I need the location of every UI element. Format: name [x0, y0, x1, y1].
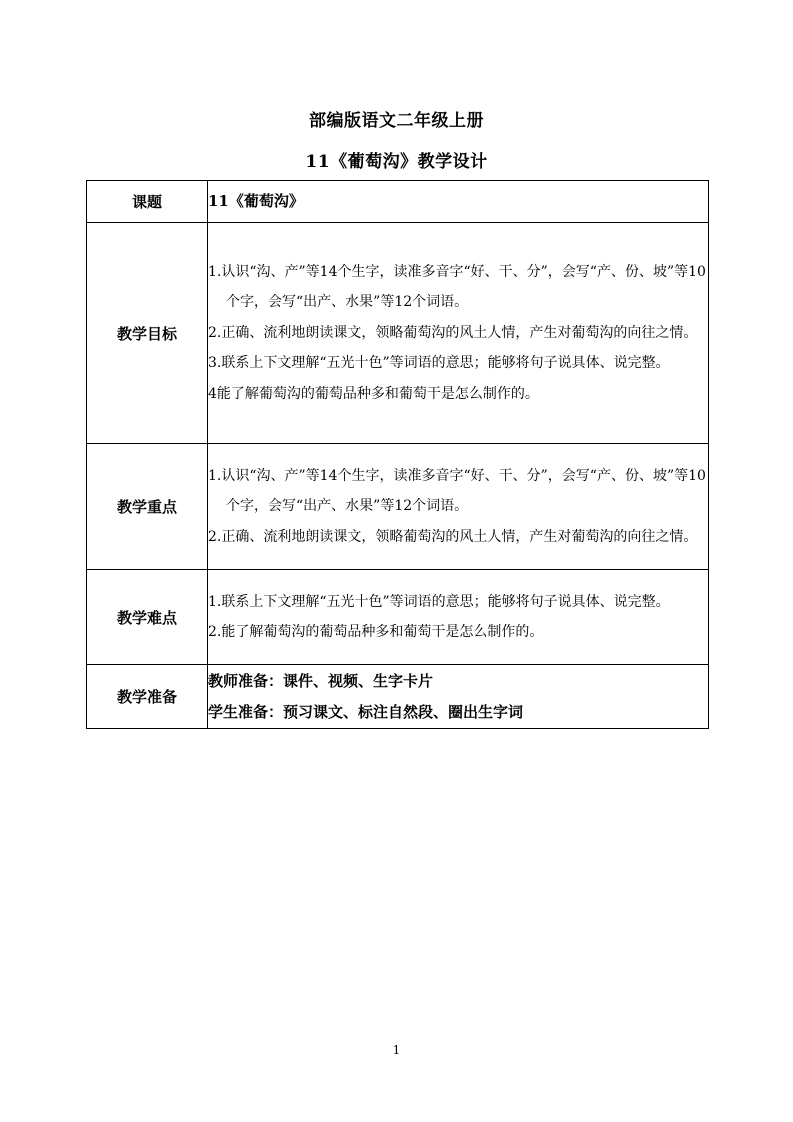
key-points-content	[208, 444, 709, 570]
goal-item-4: 4能了解葡萄沟的葡萄品种多和葡萄干是怎么制作的。	[208, 385, 539, 402]
document-title: 部编版语文二年级上册	[309, 111, 484, 131]
preparation-label: 教学准备	[87, 665, 208, 729]
goals-content	[208, 223, 709, 444]
table-row-topic	[87, 181, 709, 223]
goal-item-3: 3.联系上下文理解“五光十色”等词语的意思；能够将句子说具体、说完整。	[208, 355, 670, 372]
key-point-item-1: 1.认识“沟、产”等14个生字，读准多音字“好、干、分”，会写“产、份、坡”等10个字，会写“出产、水果”等12个词语。	[208, 467, 706, 515]
key-point-item-2: 2.正确、流利地朗读课文，领略葡萄沟的风土人情，产生对葡萄沟的向往之情。	[208, 528, 698, 545]
student-preparation: 学生准备：预习课文、标注自然段、圈出生字词	[208, 702, 524, 721]
goals-label: 教学目标	[87, 223, 208, 444]
table-row-preparation	[87, 665, 709, 729]
document-subtitle: 11《葡萄沟》教学设计	[305, 152, 488, 172]
difficulty-item-2: 2.能了解葡萄沟的葡萄品种多和葡萄干是怎么制作的。	[208, 624, 544, 640]
key-points-label: 教学重点	[87, 444, 208, 570]
goal-item-2: 2.正确、流利地朗读课文，领略葡萄沟的风土人情，产生对葡萄沟的向往之情。	[208, 324, 698, 341]
topic-label: 课题	[87, 181, 208, 223]
table-row-key-points	[87, 444, 709, 570]
difficulties-label: 教学难点	[87, 570, 208, 665]
teacher-preparation: 教师准备：课件、视频、生字卡片	[208, 672, 434, 690]
page-number: 1	[392, 1043, 401, 1057]
difficulty-item-1: 1.联系上下文理解“五光十色”等词语的意思；能够将句子说具体、说完整。	[208, 593, 670, 610]
difficulties-content	[208, 570, 709, 665]
topic-value: 11《葡萄沟》	[208, 181, 709, 223]
table-row-goals	[87, 223, 709, 444]
goal-item-1: 1.认识“沟、产”等14个生字，读准多音字“好、干、分”，会写“产、份、坡”等10个字，会写“出产、水果”等12个词语。	[208, 263, 706, 311]
lesson-plan-table	[86, 180, 709, 729]
preparation-content	[208, 665, 709, 729]
table-row-difficulties	[87, 570, 709, 665]
